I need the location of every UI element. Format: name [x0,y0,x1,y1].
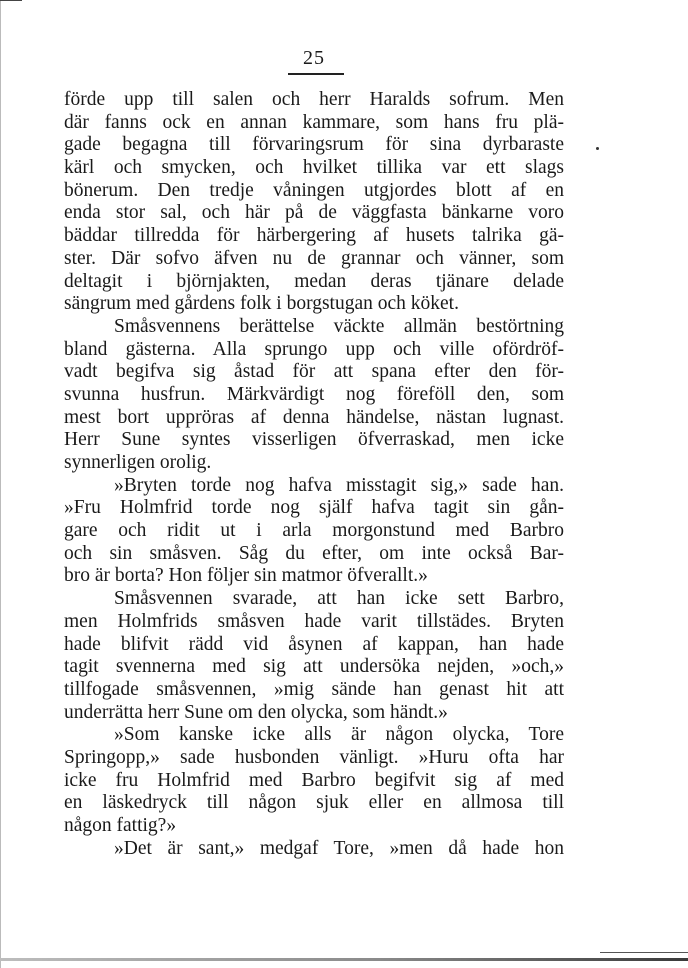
text-line: bönerum. Den tredje våningen utgjordes blott af en [64,179,564,201]
text-line: gade begagna till förvaringsrum för sina dyrbaraste [64,134,564,156]
text-line: någon fattig?» [64,815,177,836]
page-number: 25 [303,47,325,69]
page-edge-top [0,0,22,1]
body-text [64,89,564,860]
text-line: förde upp till salen och herr Haralds sofrum. Men [64,89,564,110]
text-line: underrätta herr Sune om den olycka, som händt.» [64,701,448,723]
text-line: där fanns ock en annan kammare, som hans fru plä- [64,111,564,133]
text-line: och sin småsven. Såg du efter, om inte också Bar- [64,542,564,564]
text-line: en läskedryck till någon sjuk eller en allmosa till [64,792,564,814]
page-number-underline [288,73,344,75]
text-line: svunna husfrun. Märkvärdigt nog föreföll den, som [64,383,564,405]
text-line: Springopp,» sade husbonden vänligt. »Huru ofta har [64,746,564,768]
text-line: tillfogade småsvennen, »mig sände han genast hit att [64,678,564,700]
text-line: vadt begifva sig åstad för att spana efter den för- [64,361,564,383]
text-line: Småsvennens berättelse väckte allmän bestörtning [114,315,564,337]
text-line: »Det är sant,» medgaf Tore, »men då hade hon [114,837,564,859]
text-line: icke fru Holmfrid med Barbro begifvit sig af med [64,769,564,791]
text-line: sängrum med gårdens folk i borgstugan och köket. [64,293,459,315]
text-line: tagit svennerna med sig att undersöka nejden, »och,» [64,656,564,678]
text-line: Herr Sune syntes visserligen öfverraskad, men icke [64,429,564,451]
text-line: deltagit i björnjakten, medan deras tjänare delade [64,270,564,292]
text-line: kärl och smycken, och hvilket tillika var ett slags [64,157,564,179]
page-edge-left [0,0,1,968]
text-line: enda stor sal, och här på de väggfasta bänkarne voro [64,202,564,224]
margin-speck [596,147,599,150]
text-line: bland gästerna. Alla sprungo upp och ville ofördröf- [64,338,564,360]
text-line: Småsvennen svarade, att han icke sett Barbro, [114,588,564,610]
text-line: bro är borta? Hon följer sin matmor öfverallt.» [64,565,428,587]
text-line: men Holmfrids småsven hade varit tillstädes. Bryten [64,610,564,632]
scan-edge-mark [600,952,688,953]
text-line: hade blifvit rädd vid åsynen af kappan, han hade [64,633,564,655]
text-line: gare och ridit ut i arla morgonstund med Barbro [64,520,564,542]
text-line: »Fru Holmfrid torde nog själf hafva tagit sin gån- [64,497,564,519]
text-line: ster. Där sofvo äfven nu de grannar och vänner, som [64,247,564,269]
text-line: »Bryten torde nog hafva misstagit sig,» sade han. [114,474,564,496]
text-line: mest bort uppröras af denna händelse, nästan lugnast. [64,406,564,428]
text-line: bäddar tillredda för härbergering af husets talrika gä- [64,225,564,247]
scan-bottom-edge [0,958,688,961]
text-line: synnerligen orolig. [64,452,212,473]
text-line: »Som kanske icke alls är någon olycka, Tore [114,724,564,746]
